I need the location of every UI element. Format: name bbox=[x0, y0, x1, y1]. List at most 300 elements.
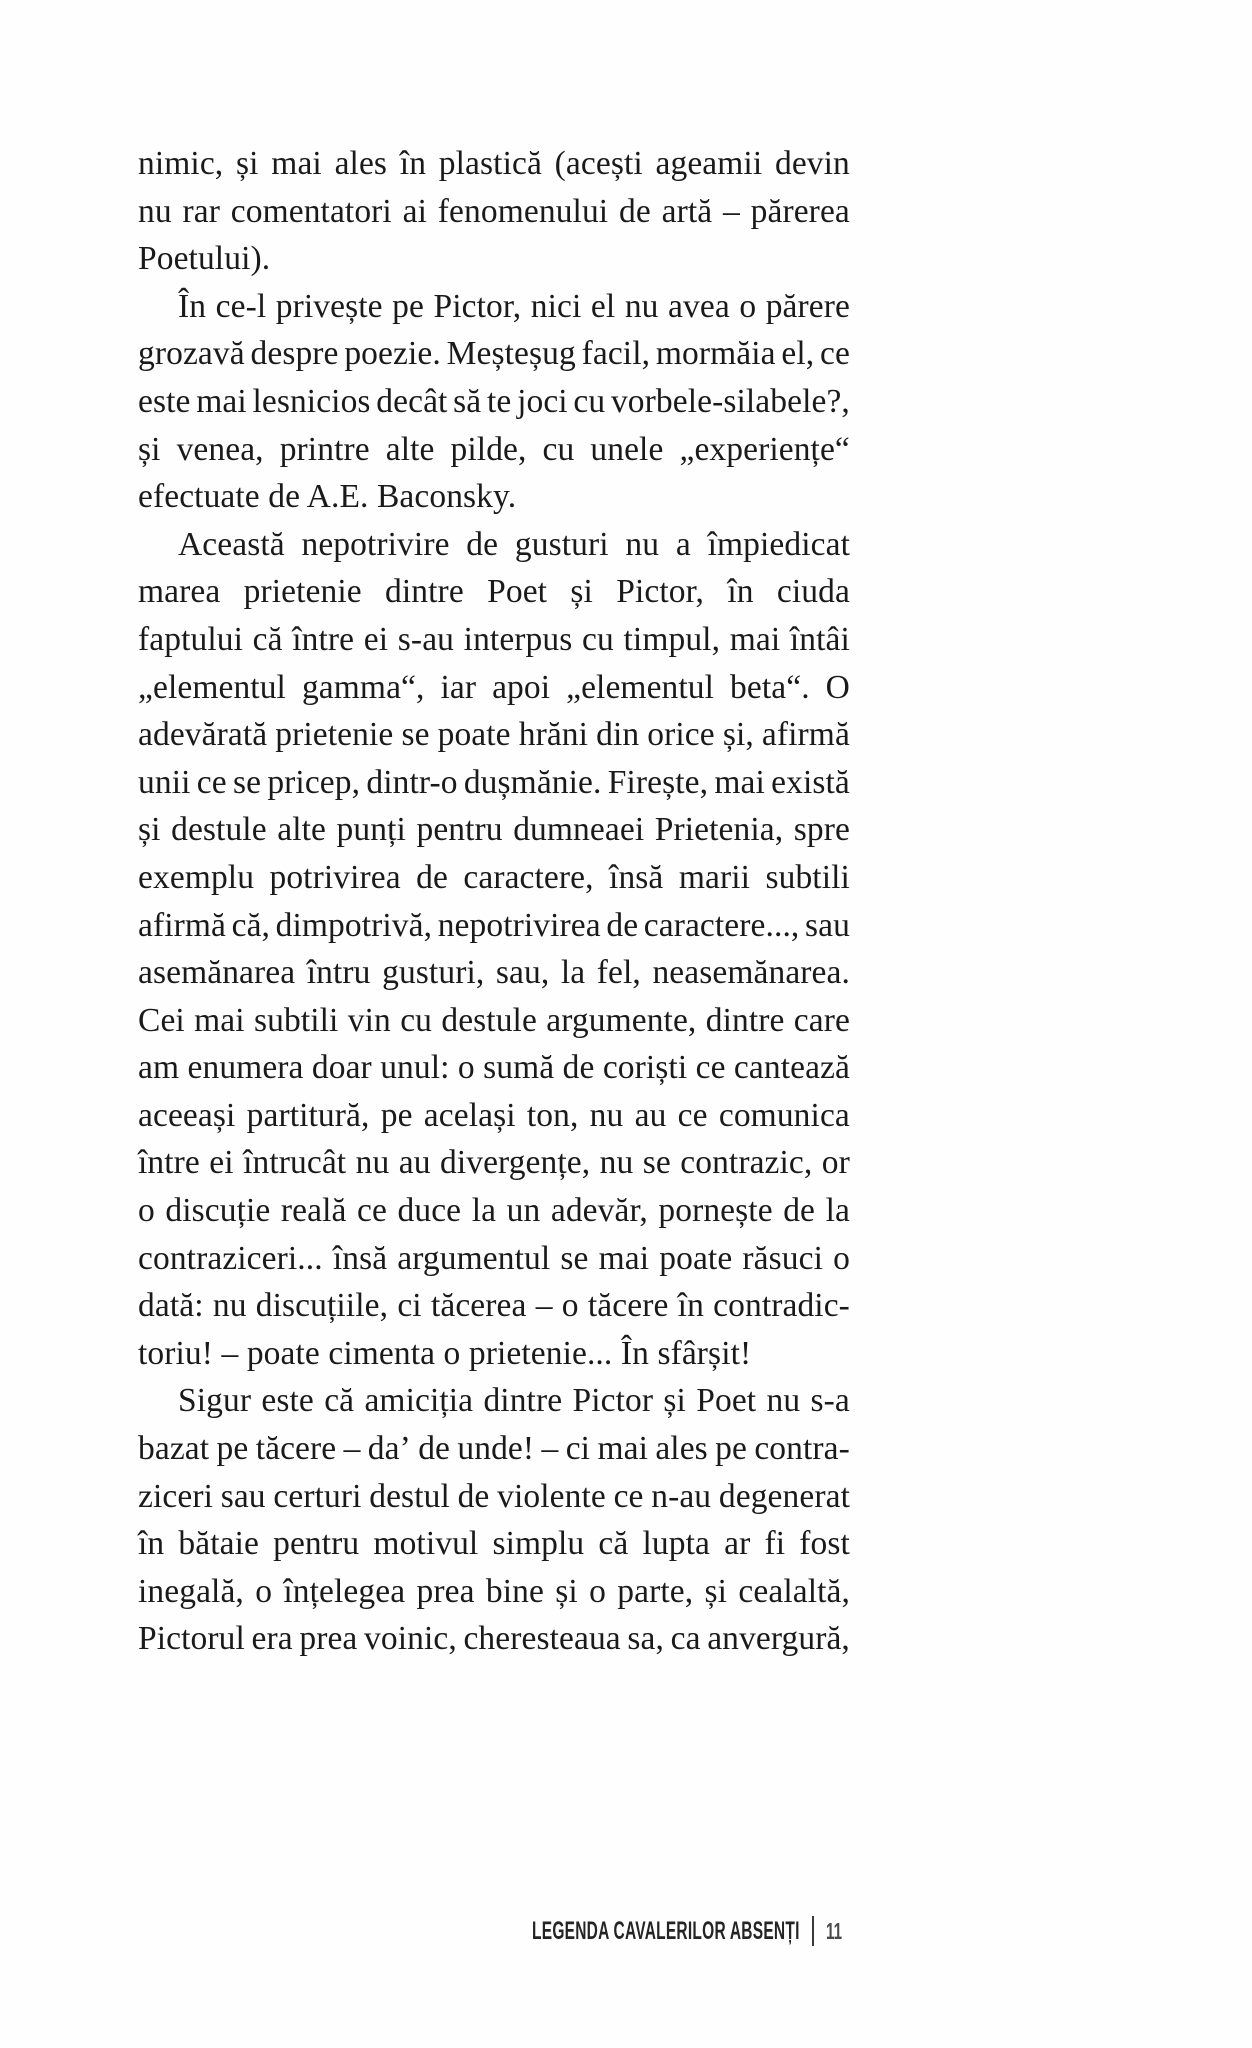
text-line bbox=[138, 806, 850, 854]
word: voinic, bbox=[364, 1620, 457, 1658]
word: iar bbox=[440, 668, 477, 706]
word: apoi bbox=[492, 668, 551, 706]
word: discuțiile, bbox=[255, 1287, 389, 1325]
word: întru bbox=[306, 954, 371, 992]
word: orice bbox=[647, 716, 715, 754]
word: lesnicios bbox=[252, 382, 371, 420]
word: ton, bbox=[526, 1096, 579, 1134]
word: se bbox=[560, 1239, 589, 1277]
word: efectuate de A.E. Baconsky. bbox=[138, 478, 517, 516]
word: gusturi, bbox=[382, 954, 485, 992]
word: – bbox=[723, 192, 740, 230]
word: că bbox=[324, 1382, 355, 1420]
word: mai bbox=[598, 1239, 650, 1277]
word: contra- bbox=[754, 1430, 850, 1468]
word: care bbox=[793, 1001, 850, 1039]
word: artă bbox=[661, 192, 713, 230]
word: mai bbox=[196, 382, 247, 420]
word: divergențe, bbox=[439, 1144, 591, 1182]
word: timpul, bbox=[623, 620, 721, 658]
word: de bbox=[606, 906, 639, 944]
word: anvergură, bbox=[707, 1620, 850, 1658]
word: Pictorul bbox=[138, 1620, 245, 1658]
text-line bbox=[138, 1235, 850, 1283]
word: și bbox=[555, 1572, 578, 1610]
word: destule bbox=[171, 811, 267, 849]
word: s-a bbox=[810, 1382, 850, 1420]
text-line bbox=[138, 330, 850, 378]
word: discuție bbox=[165, 1192, 271, 1230]
word: sau bbox=[805, 906, 850, 944]
word: sau bbox=[220, 1477, 266, 1515]
word: Cei bbox=[138, 1001, 185, 1039]
word: bătaie bbox=[178, 1525, 259, 1563]
word: despre bbox=[250, 335, 339, 373]
word: beta“. bbox=[730, 668, 810, 706]
word: există bbox=[771, 763, 850, 801]
word: înțelegea bbox=[283, 1572, 406, 1610]
word: pricep, bbox=[267, 763, 361, 801]
word: nepotrivire bbox=[301, 525, 450, 563]
word: el, bbox=[781, 335, 815, 373]
word: nu bbox=[138, 192, 172, 230]
footer-inner bbox=[368, 1916, 850, 1946]
text-line bbox=[138, 378, 850, 426]
word: pe bbox=[392, 287, 424, 325]
word: fel, bbox=[596, 954, 641, 992]
word: decât bbox=[376, 382, 448, 420]
word: un bbox=[506, 1192, 541, 1230]
word: caractere, bbox=[463, 858, 594, 896]
paragraph bbox=[138, 1377, 850, 1663]
word: răsuci bbox=[742, 1239, 823, 1277]
word: pe bbox=[715, 1430, 747, 1468]
word: toriu! – poate cimenta o prietenie... În sfârșit! bbox=[138, 1334, 752, 1372]
word: spre bbox=[793, 811, 850, 849]
word: sau, bbox=[495, 954, 550, 992]
page-body-text bbox=[138, 140, 850, 1663]
word: ce bbox=[820, 335, 850, 373]
word: și bbox=[236, 145, 259, 182]
text-line bbox=[138, 521, 850, 569]
word: prietenie bbox=[275, 716, 394, 754]
word: cheresteaua bbox=[463, 1620, 621, 1658]
text-line bbox=[138, 1473, 850, 1521]
word: vorbele-silabele?, bbox=[610, 382, 850, 420]
word: mai bbox=[271, 145, 322, 182]
word: și bbox=[663, 1382, 686, 1420]
running-title: LEGENDA CAVALERILOR ABSENȚI bbox=[532, 1916, 800, 1945]
text-line bbox=[138, 949, 850, 997]
word: interpus bbox=[463, 620, 573, 658]
text-line bbox=[138, 664, 850, 712]
word: marea bbox=[138, 573, 221, 611]
word: pentru bbox=[416, 811, 503, 849]
word: Pictor bbox=[572, 1382, 654, 1420]
word: contraziceri... bbox=[138, 1239, 323, 1277]
word: violente bbox=[497, 1477, 606, 1515]
word: întâi bbox=[789, 620, 850, 658]
word: același bbox=[423, 1096, 516, 1134]
word: că, bbox=[231, 906, 271, 944]
word: este bbox=[138, 382, 191, 420]
word: o bbox=[255, 1572, 273, 1610]
paragraph bbox=[138, 521, 850, 997]
word: și bbox=[138, 811, 161, 849]
word: între bbox=[292, 620, 355, 658]
word: dată: bbox=[138, 1287, 204, 1325]
word: de bbox=[416, 858, 448, 896]
word: nu bbox=[625, 525, 660, 563]
word: la bbox=[471, 1192, 497, 1230]
word: fi bbox=[764, 1525, 786, 1563]
word: ales bbox=[655, 1430, 708, 1468]
word: fenomenului bbox=[437, 192, 609, 230]
word: ci bbox=[397, 1287, 422, 1325]
text-line bbox=[138, 1425, 850, 1473]
text-line bbox=[138, 1615, 850, 1663]
word: unul: bbox=[380, 1049, 450, 1087]
word: asemănarea bbox=[138, 954, 296, 992]
word: și bbox=[138, 430, 161, 468]
word: ziceri bbox=[138, 1477, 213, 1515]
word: o bbox=[138, 1192, 155, 1230]
word: caractere..., bbox=[643, 906, 800, 944]
word: Meșteșug bbox=[446, 335, 576, 373]
text-line bbox=[138, 1330, 850, 1378]
word: destule bbox=[441, 1001, 537, 1039]
word: cu bbox=[573, 382, 606, 420]
word: simplu bbox=[492, 1525, 585, 1563]
word: or bbox=[821, 1144, 850, 1182]
text-line bbox=[138, 1568, 850, 1616]
word: nimic, bbox=[138, 145, 224, 182]
text-line bbox=[138, 283, 850, 331]
word: ei bbox=[363, 620, 389, 658]
word: destul bbox=[369, 1477, 450, 1515]
word: rar bbox=[182, 192, 220, 230]
word: mai bbox=[714, 763, 765, 801]
word: părerea bbox=[750, 192, 850, 230]
word: se bbox=[642, 1144, 671, 1182]
word: a bbox=[675, 525, 691, 563]
word: te bbox=[486, 382, 512, 420]
word: vin bbox=[347, 1001, 391, 1039]
word: dintr-o bbox=[366, 763, 458, 801]
word: neasemănarea. bbox=[652, 954, 850, 992]
word: o bbox=[589, 1572, 606, 1610]
word: o bbox=[561, 1287, 579, 1325]
word: mai bbox=[729, 620, 781, 658]
word: pentru bbox=[273, 1525, 360, 1563]
word: alte bbox=[385, 430, 435, 468]
word: dumneaei bbox=[513, 811, 645, 849]
word: o bbox=[833, 1239, 850, 1277]
word: că bbox=[252, 620, 283, 658]
word: o bbox=[457, 1049, 475, 1087]
word: ce bbox=[357, 1192, 387, 1230]
word: plastică bbox=[438, 145, 542, 182]
word: dintre bbox=[385, 573, 464, 611]
word: ca bbox=[670, 1620, 701, 1658]
word: doar bbox=[311, 1049, 372, 1087]
text-line bbox=[138, 854, 850, 902]
word: mai bbox=[194, 1001, 245, 1039]
word: în bbox=[138, 1525, 165, 1563]
word: gusturi bbox=[514, 525, 609, 563]
word: ci bbox=[565, 1430, 591, 1468]
paragraph bbox=[138, 140, 850, 283]
word: părere bbox=[765, 287, 850, 325]
word: la bbox=[825, 1192, 850, 1230]
word: devin bbox=[774, 145, 850, 182]
word: În bbox=[178, 287, 207, 325]
word: că bbox=[598, 1525, 629, 1563]
word: din bbox=[596, 716, 640, 754]
word: adevărată bbox=[138, 716, 268, 754]
text-line bbox=[138, 568, 850, 616]
paragraph bbox=[138, 997, 850, 1378]
word: ce bbox=[677, 1096, 708, 1134]
word: era bbox=[251, 1620, 293, 1658]
word: potrivirea bbox=[269, 858, 401, 896]
text-line bbox=[138, 1139, 850, 1187]
word: Pictor, bbox=[616, 573, 705, 611]
word: mormăia bbox=[655, 335, 776, 373]
word: grozavă bbox=[138, 335, 245, 373]
word: Prietenia, bbox=[654, 811, 784, 849]
word: ce-l bbox=[215, 287, 267, 325]
word: de bbox=[619, 192, 651, 230]
word: fost bbox=[799, 1525, 850, 1563]
text-line bbox=[138, 188, 850, 236]
word: cu bbox=[582, 620, 614, 658]
word: enumera bbox=[187, 1049, 304, 1087]
word: argumente, bbox=[546, 1001, 697, 1039]
word: (acești bbox=[554, 145, 643, 182]
word: „elementul bbox=[566, 668, 715, 706]
word: cu bbox=[400, 1001, 433, 1039]
word: motivul bbox=[373, 1525, 479, 1563]
word: de bbox=[562, 1049, 595, 1087]
word: s-au bbox=[397, 620, 455, 658]
word: „experiențe“ bbox=[679, 430, 850, 468]
word: în bbox=[399, 145, 427, 182]
word: avea bbox=[668, 287, 730, 325]
word: în bbox=[727, 573, 754, 611]
word: împiedicat bbox=[707, 525, 850, 563]
word: în bbox=[677, 1287, 704, 1325]
word: au bbox=[634, 1096, 667, 1134]
word: dintre bbox=[483, 1382, 563, 1420]
word: de bbox=[418, 1430, 451, 1468]
text-line bbox=[138, 235, 850, 283]
paragraph bbox=[138, 283, 850, 521]
word: inegală, bbox=[138, 1572, 244, 1610]
word: tăcere bbox=[255, 1430, 337, 1468]
text-line bbox=[138, 1377, 850, 1425]
word: comunica bbox=[718, 1096, 850, 1134]
word: unde! bbox=[457, 1430, 535, 1468]
word: ciuda bbox=[776, 573, 850, 611]
word: argumentul bbox=[397, 1239, 551, 1277]
word: ei bbox=[209, 1144, 234, 1182]
word: pilde, bbox=[450, 430, 527, 468]
word: contradic- bbox=[713, 1287, 850, 1325]
footer-divider bbox=[812, 1916, 814, 1946]
word: ar bbox=[724, 1525, 751, 1563]
word: însă bbox=[332, 1239, 388, 1277]
page-footer bbox=[138, 1908, 850, 1954]
word: venea, bbox=[176, 430, 264, 468]
word: da’ bbox=[367, 1430, 411, 1468]
word: parte, bbox=[617, 1572, 694, 1610]
word: dimpotrivă, bbox=[275, 906, 433, 944]
word: ales bbox=[334, 145, 388, 182]
word: nepotrivirea bbox=[437, 906, 601, 944]
word: ageamii bbox=[655, 145, 763, 182]
word: cantează bbox=[733, 1049, 850, 1087]
text-line bbox=[138, 473, 850, 521]
text-line bbox=[138, 1520, 850, 1568]
word: „elementul bbox=[138, 668, 286, 706]
word: de bbox=[457, 1477, 490, 1515]
word: hrăni bbox=[518, 716, 589, 754]
text-line bbox=[138, 1282, 850, 1330]
word: Sigur bbox=[178, 1382, 252, 1420]
word: faptului bbox=[138, 620, 243, 658]
word: nu bbox=[355, 1144, 390, 1182]
word: ce bbox=[613, 1477, 644, 1515]
word: nu bbox=[599, 1144, 634, 1182]
word: facil, bbox=[581, 335, 651, 373]
page-number: 11 bbox=[825, 1917, 842, 1944]
word: și bbox=[704, 1572, 728, 1610]
word: sa, bbox=[627, 1620, 664, 1658]
text-line bbox=[138, 759, 850, 807]
word: la bbox=[560, 954, 586, 992]
word: Poetului). bbox=[138, 240, 271, 278]
word: exemplu bbox=[138, 858, 255, 896]
word: Firește, bbox=[607, 763, 709, 801]
word: gamma“, bbox=[301, 668, 425, 706]
word: Poet bbox=[487, 573, 548, 611]
text-line bbox=[138, 426, 850, 474]
word: duce bbox=[397, 1192, 462, 1230]
word: întrucât bbox=[243, 1144, 347, 1182]
word: subtili bbox=[254, 1001, 339, 1039]
word: – bbox=[535, 1287, 553, 1325]
word: să bbox=[453, 382, 482, 420]
word: afirmă bbox=[761, 716, 850, 754]
text-line bbox=[138, 711, 850, 759]
word: am bbox=[138, 1049, 180, 1087]
word: o bbox=[739, 287, 757, 325]
word: este bbox=[261, 1382, 314, 1420]
word: nu bbox=[589, 1096, 624, 1134]
word: unii bbox=[138, 763, 191, 801]
word: joci bbox=[517, 382, 568, 420]
word: se bbox=[401, 716, 430, 754]
word: bazat bbox=[138, 1430, 210, 1468]
word: prea bbox=[416, 1572, 475, 1610]
word: au bbox=[398, 1144, 431, 1182]
word: bine bbox=[485, 1572, 544, 1610]
word: nu bbox=[766, 1382, 801, 1420]
word: Această bbox=[178, 525, 285, 563]
word: contrazic, bbox=[680, 1144, 813, 1182]
word: – bbox=[541, 1430, 559, 1468]
word: certuri bbox=[273, 1477, 362, 1515]
word: comentatori bbox=[230, 192, 392, 230]
word: Poet bbox=[696, 1382, 757, 1420]
word: prea bbox=[299, 1620, 358, 1658]
word: nu bbox=[212, 1287, 247, 1325]
word: prietenie bbox=[243, 573, 362, 611]
word: de bbox=[466, 525, 499, 563]
word: tăcere bbox=[587, 1287, 669, 1325]
word: și bbox=[570, 573, 593, 611]
word: și, bbox=[722, 716, 754, 754]
word: punți bbox=[336, 811, 406, 849]
word: cu bbox=[542, 430, 575, 468]
text-line bbox=[138, 902, 850, 950]
word: dintre bbox=[705, 1001, 785, 1039]
word: însă bbox=[609, 858, 664, 896]
word: amiciția bbox=[364, 1382, 474, 1420]
word: coriști bbox=[602, 1049, 688, 1087]
word: poate bbox=[437, 716, 511, 754]
word: adevăr, bbox=[550, 1192, 648, 1230]
word: reală bbox=[280, 1192, 347, 1230]
word: nici bbox=[530, 287, 582, 325]
word: degenerat bbox=[718, 1477, 850, 1515]
word: pornește bbox=[658, 1192, 773, 1230]
word: Pictor, bbox=[433, 287, 522, 325]
word: marii bbox=[678, 858, 751, 896]
word: aceeași bbox=[138, 1096, 236, 1134]
word: poate bbox=[659, 1239, 733, 1277]
word: tăcerea bbox=[430, 1287, 527, 1325]
word: între bbox=[138, 1144, 200, 1182]
word: n-au bbox=[651, 1477, 712, 1515]
word: poezie. bbox=[344, 335, 441, 373]
text-line bbox=[138, 1187, 850, 1235]
word: se bbox=[232, 763, 262, 801]
word: – bbox=[343, 1430, 361, 1468]
word: ce bbox=[196, 763, 227, 801]
word: O bbox=[825, 668, 850, 706]
word: el bbox=[590, 287, 616, 325]
word: lupta bbox=[642, 1525, 710, 1563]
word: printre bbox=[279, 430, 370, 468]
word: afirmă bbox=[138, 906, 227, 944]
word: unele bbox=[590, 430, 664, 468]
word: dușmănie. bbox=[463, 763, 602, 801]
word: ce bbox=[695, 1049, 726, 1087]
text-line bbox=[138, 1044, 850, 1092]
word: partitură, bbox=[246, 1096, 370, 1134]
word: sumă bbox=[483, 1049, 555, 1087]
text-line bbox=[138, 616, 850, 664]
word: cealaltă, bbox=[738, 1572, 850, 1610]
word: mai bbox=[597, 1430, 648, 1468]
word: pe bbox=[380, 1096, 413, 1134]
text-line bbox=[138, 1092, 850, 1140]
word: pe bbox=[216, 1430, 249, 1468]
word: subtili bbox=[765, 858, 850, 896]
word: alte bbox=[277, 811, 326, 849]
